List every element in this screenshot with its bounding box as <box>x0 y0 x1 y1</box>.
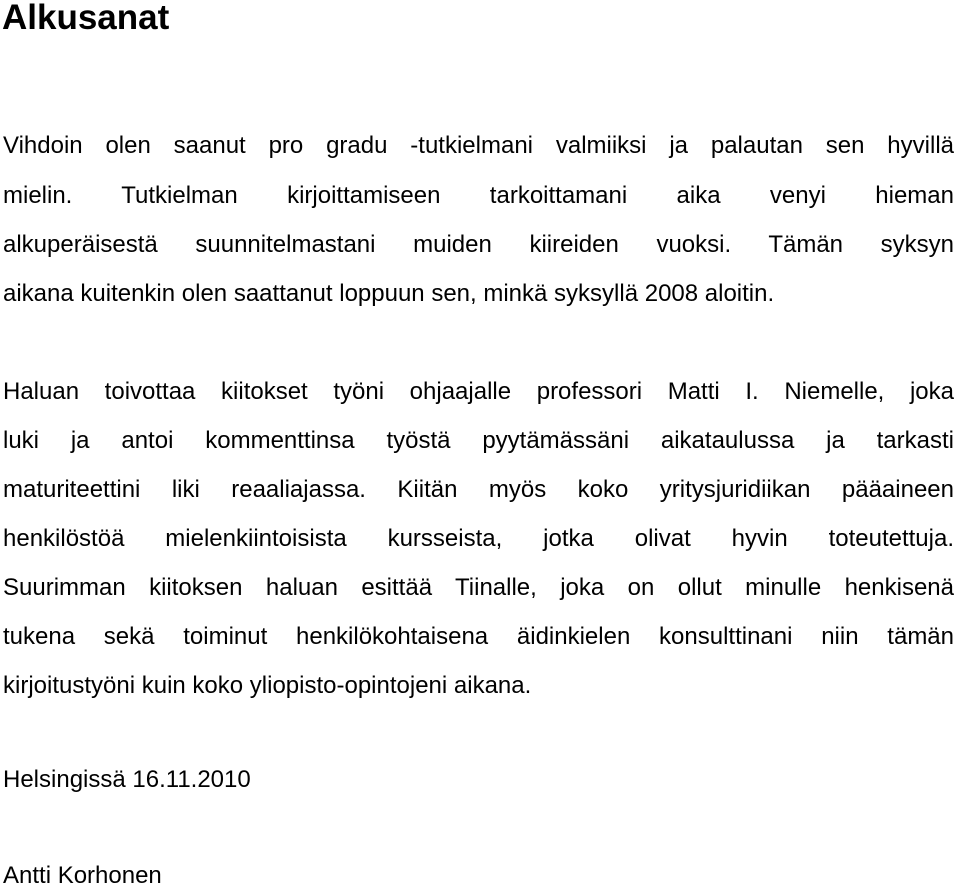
paragraph-line: maturiteettini liki reaaliajassa. Kiitän myös koko yritysjuridiikan pääaineen <box>3 476 954 503</box>
paragraph-line: alkuperäisestä suunnitelmastani muiden kiireiden vuoksi. Tämän syksyn <box>3 231 954 258</box>
paragraph-line: Suurimman kiitoksen haluan esittää Tiinalle, joka on ollut minulle henkisenä <box>3 574 954 601</box>
paragraph-line: Haluan toivottaa kiitokset työni ohjaajalle professori Matti I. Niemelle, joka <box>3 378 954 405</box>
paragraph-line: kirjoitustyöni kuin koko yliopisto-opintojeni aikana. <box>3 672 532 699</box>
paragraph-line: luki ja antoi kommenttinsa työstä pyytämässäni aikataulussa ja tarkasti <box>3 427 954 454</box>
paragraph-line: Vihdoin olen saanut pro gradu -tutkielmani valmiiksi ja palautan sen hyvillä <box>3 132 954 159</box>
author-name: Antti Korhonen <box>3 862 162 889</box>
paragraph-line: aikana kuitenkin olen saattanut loppuun sen, minkä syksyllä 2008 aloitin. <box>3 280 775 307</box>
paragraph-line: henkilöstöä mielenkiintoisista kursseista, jotka olivat hyvin toteutettuja. <box>3 525 954 552</box>
page-title: Alkusanat <box>2 0 170 37</box>
paragraph-line: tukena sekä toiminut henkilökohtaisena äidinkielen konsulttinani niin tämän <box>3 623 954 650</box>
place-and-date: Helsingissä 16.11.2010 <box>3 766 251 793</box>
paragraph-line: mielin. Tutkielman kirjoittamiseen tarkoittamani aika venyi hieman <box>3 182 954 209</box>
